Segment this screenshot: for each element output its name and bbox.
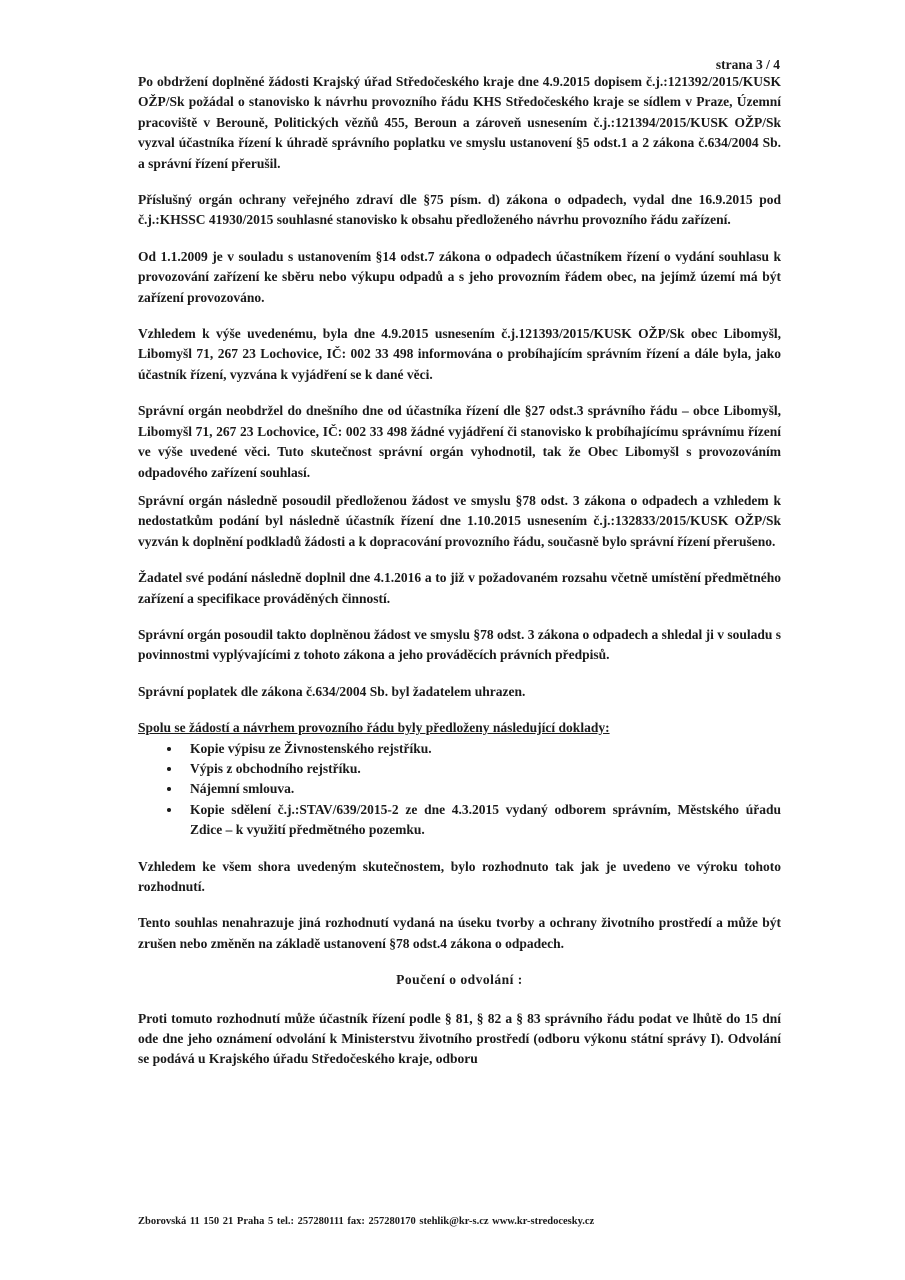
documents-heading: Spolu se žádostí a návrhem provozního řádu byly předloženy následující doklady: — [138, 720, 610, 736]
paragraph: Od 1.1.2009 je v souladu s ustanovením §14 odst.7 zákona o odpadech účastníkem řízení o vydání souhlasu k provozování zařízení ke sběru nebo výkupu odpadů a s jeho provozním řádem obec, na jejímž území má být zařízení provozováno. — [138, 248, 781, 305]
page-number: strana 3 / 4 — [715, 57, 780, 72]
list-item: • Kopie sdělení č.j.:STAV/639/2015-2 ze dne 4.3.2015 vydaný odborem správním, Městského úřadu Zdice – k využití předmětného pozemku. — [182, 800, 781, 841]
paragraph: Příslušný orgán ochrany veřejného zdraví dle §75 písm. d) zákona o odpadech, vydal dne 16.9.2015 pod č.j.:KHSSC 41930/2015 souhlasné stanovisko k obsahu předloženého návrhu provozního řádu zařízení. — [138, 192, 781, 228]
paragraph: Vzhledem ke všem shora uvedeným skutečnostem, bylo rozhodnuto tak jak je uvedeno ve výroku tohoto rozhodnutí. — [138, 858, 781, 894]
paragraph: Správní poplatek dle zákona č.634/2004 Sb. byl žadatelem uhrazen. — [138, 683, 526, 699]
list-item: • Kopie výpisu ze Živnostenského rejstříku. — [182, 739, 781, 759]
paragraph: Správní orgán následně posoudil předloženou žádost ve smyslu §78 odst. 3 zákona o odpadech a vzhledem k nedostatkům podání byl následně účastník řízení dne 1.10.2015 usnesením č.j.:132833/2015/KUSK OŽP/Sk vyzván k doplnění podkladů žádosti a k dopracování provozního řádu, současně bylo správní řízení přerušeno. — [138, 492, 781, 549]
document-body — [138, 72, 781, 1086]
paragraph: Správní orgán neobdržel do dnešního dne od účastníka řízení dle §27 odst.3 správního řádu – obce Libomyšl, Libomyšl 71, 267 23 Lochovice, IČ: 002 33 498 žádné vyjádření či stanovisko k probíhajícímu správnímu řízení ve výše uvedené věci. Tuto skutečnost správní orgán vyhodnotil, tak že Obec Libomyšl s provozováním odpadového zařízení souhlasí. — [138, 403, 781, 480]
page-footer: Zborovská 11 150 21 Praha 5 tel.: 257280111 fax: 257280170 stehlik@kr-s.cz www.kr-stredocesky.cz — [138, 1216, 595, 1227]
list-item: • Výpis z obchodního rejstříku. — [182, 759, 781, 779]
paragraph: Po obdržení doplněné žádosti Krajský úřad Středočeského kraje dne 4.9.2015 dopisem č.j.:121392/2015/KUSK OŽP/Sk požádal o stanovisko k návrhu provozního řádu KHS Středočeského kraje se sídlem v Praze, Územní pracoviště v Berouně, Politických vězňů 455, Beroun a zároveň usnesením č.j.:121394/2015/KUSK OŽP/Sk vyzval účastníka řízení k úhradě správního poplatku ve smyslu ustanovení §5 odst.1 a 2 zákona č.634/2004 Sb. a správní řízení přerušil. — [138, 74, 781, 171]
paragraph: Tento souhlas nenahrazuje jiná rozhodnutí vydaná na úseku tvorby a ochrany životního prostředí a může být zrušen nebo změněn na základě ustanovení §78 odst.4 zákona o odpadech. — [138, 915, 781, 951]
documents-list — [138, 739, 781, 841]
list-item: • Nájemní smlouva. — [182, 779, 781, 799]
appeal-heading: Poučení o odvolání : — [396, 972, 523, 988]
appeal-text: Proti tomuto rozhodnutí může účastník řízení podle § 81, § 82 a § 83 správního řádu podat ve lhůtě do 15 dní ode dne jeho oznámení odvolání k Ministerstvu životního prostředí (odboru výkonu státní správy I). Odvolání se podává u Krajského úřadu Středočeského kraje, odboru — [138, 1010, 781, 1067]
paragraph: Žadatel své podání následně doplnil dne 4.1.2016 a to již v požadovaném rozsahu včetně umístění předmětného zařízení a specifikace prováděných činností. — [138, 570, 781, 606]
paragraph: Správní orgán posoudil takto doplněnou žádost ve smyslu §78 odst. 3 zákona o odpadech a shledal ji v souladu s povinnostmi vyplývajícími z tohoto zákona a jeho prováděcích právních předpisů. — [138, 626, 781, 663]
paragraph: Vzhledem k výše uvedenému, byla dne 4.9.2015 usnesením č.j.121393/2015/KUSK OŽP/Sk obec Libomyšl, Libomyšl 71, 267 23 Lochovice, IČ: 002 33 498 informována o probíhajícím správním řízení a dále byla, jako účastník řízení, vyzvána k vyjádření se k dané věci. — [138, 326, 781, 382]
